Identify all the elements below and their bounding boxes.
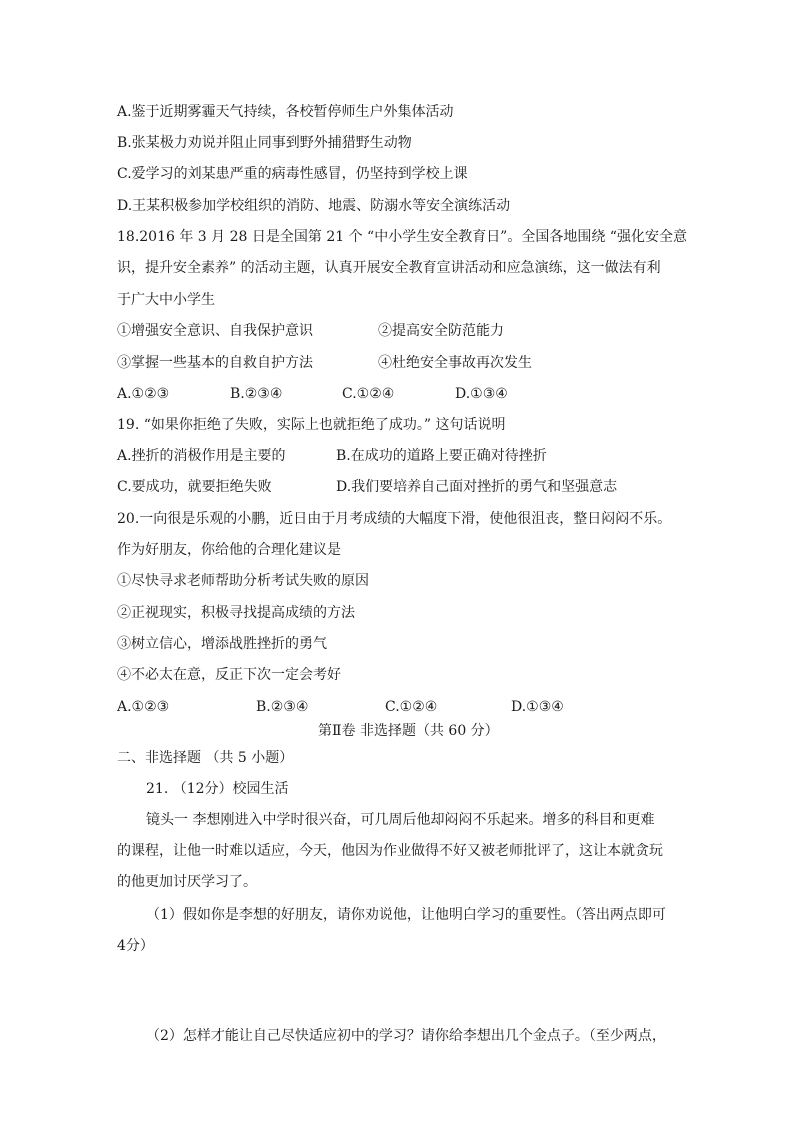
section-title: 第Ⅱ卷 非选择题（共 60 分） xyxy=(318,723,499,739)
q18-stem-line-1: 18.2016 年 3 月 28 日是全国第 21 个 “中小学生安全教育日”。全国各地围绕 “强化安全意 xyxy=(117,229,687,245)
q20-option-d: D.①③④ xyxy=(511,699,564,715)
q20-stem-line-2: 作为好朋友，你给他的合理化建议是 xyxy=(117,542,341,558)
q20-item-4: ④不必太在意，反正下次一定会考好 xyxy=(117,667,341,683)
q20-option-c: C.①②④ xyxy=(385,699,438,715)
q21-sub1-line-1: （1）假如你是李想的好朋友，请你劝说他，让他明白学习的重要性。（答出两点即可 xyxy=(146,907,666,923)
q19-option-a: A.挫折的消极作用是主要的 xyxy=(117,448,286,464)
q18-option-a: A.①②③ xyxy=(117,386,170,402)
q17-option-c: C.爱学习的刘某患严重的病毒性感冒，仍坚持到学校上课 xyxy=(117,166,468,182)
q19-option-d: D.我们要培养自己面对挫折的勇气和坚强意志 xyxy=(336,479,618,495)
q20-item-2: ②正视现实，积极寻找提高成绩的方法 xyxy=(117,605,355,621)
q17-option-d: D.王某积极参加学校组织的消防、地震、防溺水等安全演练活动 xyxy=(117,198,511,214)
q19-option-b: B.在成功的道路上要正确对待挫折 xyxy=(336,448,547,464)
q21-sub2-line-1: （2）怎样才能让自己尽快适应初中的学习？请你给李想出几个金点子。（至少两点， xyxy=(146,1028,666,1044)
q18-option-b: B.②③④ xyxy=(230,386,283,402)
q18-item-4: ④杜绝安全事故再次发生 xyxy=(378,355,532,371)
q21-sub1-line-2: 4分） xyxy=(117,938,154,954)
q21-scene-line-2: 的课程，让他一时难以适应，今天，他因为作业做得不好又被老师批评了，这让本就贪玩 xyxy=(117,843,663,859)
q17-option-a: A.鉴于近期雾霾天气持续，各校暂停师生户外集体活动 xyxy=(117,104,454,120)
q20-stem-line-1: 20.一向很是乐观的小鹏，近日由于月考成绩的大幅度下滑，使他很沮丧，整日闷闷不乐。 xyxy=(117,511,672,527)
q18-item-2: ②提高安全防范能力 xyxy=(378,323,504,339)
q21-scene-line-3: 的他更加讨厌学习了。 xyxy=(117,874,257,890)
q19-stem: 19. “如果你拒绝了失败，实际上也就拒绝了成功。” 这句话说明 xyxy=(117,417,506,433)
q19-option-c: C.要成功，就要拒绝失败 xyxy=(117,479,272,495)
q18-item-3: ③掌握一些基本的自救自护方法 xyxy=(117,355,313,371)
q20-option-a: A.①②③ xyxy=(117,699,170,715)
q18-stem-line-3: 于广大中小学生 xyxy=(117,292,215,308)
part-heading: 二、非选择题 （共 5 小题） xyxy=(117,750,294,766)
q20-option-b: B.②③④ xyxy=(256,699,309,715)
q18-item-1: ①增强安全意识、自我保护意识 xyxy=(117,323,313,339)
q20-item-1: ①尽快寻求老师帮助分析考试失败的原因 xyxy=(117,573,369,589)
q21-header: 21. （12分）校园生活 xyxy=(146,781,289,797)
q18-stem-line-2: 识，提升安全素养” 的活动主题，认真开展安全教育宣讲活动和应急演练，这一做法有利 xyxy=(117,260,661,276)
q18-option-d: D.①③④ xyxy=(455,386,508,402)
q21-scene-line-1: 镜头一 李想刚进入中学时很兴奋，可几周后他却闷闷不乐起来。增多的科目和更难 xyxy=(146,812,655,828)
q20-item-3: ③树立信心，增添战胜挫折的勇气 xyxy=(117,636,327,652)
q17-option-b: B.张某极力劝说并阻止同事到野外捕猎野生动物 xyxy=(117,135,412,151)
q18-option-c: C.①②④ xyxy=(342,386,395,402)
